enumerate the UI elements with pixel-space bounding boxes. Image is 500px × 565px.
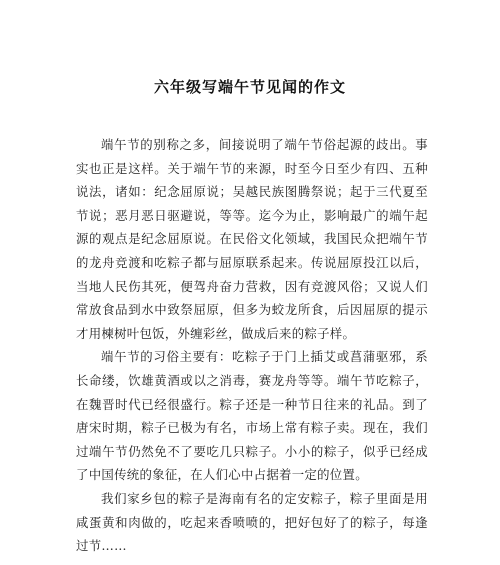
document-body	[76, 133, 428, 558]
paragraph-hometown: 我们家乡包的粽子是海南有名的定安粽子，粽子里面是用咸蛋黄和肉做的，吃起来香喷喷的，把好包好了的粽子，每逢过节……	[76, 490, 428, 554]
paragraph-customs: 端午节的习俗主要有：吃粽子于门上插艾或菖蒲驱邪，系长命缕，饮雄黄酒或以之消毒，赛龙舟等等。端午节吃粽子，在魏晋时代已经很盛行。粽子还是一种节日往来的礼品。到了唐宋时期，粽子已极为有名，市场上常有粽子卖。现在，我们过端午节仍然免不了要吃几只粽子。小小的粽子，似乎已经成了中国传统的象征，在人们心中占据着一定的位置。	[76, 349, 428, 483]
document-title: 六年级写端午节见闻的作文	[153, 78, 346, 96]
paragraph-origin: 端午节的别称之多，间接说明了端午节俗起源的歧出。事实也正是这样。关于端午节的来源，时至今日至少有四、五种说法，诸如：纪念屈原说；吴越民族图腾祭说；起于三代夏至节说；恶月恶日驱避说，等等。迄今为止，影响最广的端午起源的观点是纪念屈原说。在民俗文化领域，我国民众把端午节的龙舟竞渡和吃粽子都与屈原联系起来。传说屈原投江以后，当地人民伤其死，便驾舟奋力营救，因有竞渡风俗；又说人们常放食品到水中致祭屈原，但多为蛟龙所食，后因屈原的提示才用楝树叶包饭，外缠彩丝，做成后来的粽子样。	[76, 137, 428, 341]
